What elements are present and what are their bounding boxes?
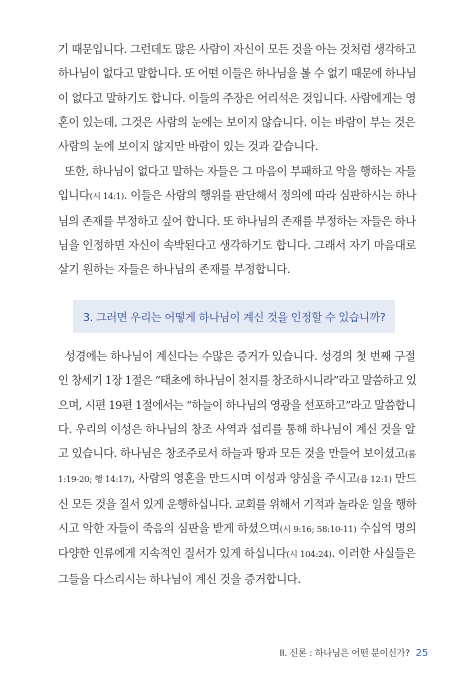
text-segment: . 이들은 사람의 행위를 판단해서 정의에 따라 심판하시는 하나 [123, 189, 417, 203]
scripture-reference: (시 14:1) [89, 192, 124, 203]
scripture-reference: (시 104:24) [286, 550, 332, 561]
text-line: 다. 우리의 이성은 하나님의 창조 사역과 섭리를 통해 하나님이 계신 것을 알 [58, 422, 416, 436]
text-segment: . 이러한 사실들은 [331, 547, 416, 561]
text-line [58, 517, 416, 542]
text-line: 으며, 시편 19편 1절에서는 “하늘이 하나님의 영광을 선포하고”라고 말씀합니 [58, 398, 416, 412]
text-segment: 다양한 인류에게 지속적인 질서가 있게 하십니다 [58, 547, 287, 561]
text-line: 인 창세기 1장 1절은 “태초에 하나님이 천지를 창조하시니라”라고 말씀하고 있 [58, 374, 417, 388]
scripture-reference: (욥 12:1) [356, 475, 392, 486]
text-line [58, 467, 416, 492]
chapter-title: II. 신론 : 하나님은 어떤 분이신가? [279, 649, 410, 659]
page-footer [279, 646, 428, 659]
paragraph-1 [58, 38, 416, 159]
paragraph-3 [58, 345, 416, 592]
text-line: 님을 인정하면 자신이 속박된다고 생각하기도 합니다. 그래서 자기 마음대로 [58, 238, 417, 252]
scripture-reference: 1:19-20; 행 14:17) [58, 475, 132, 486]
text-line: 살기 원하는 자들은 하나님의 존재를 부정합니다. [58, 263, 291, 277]
text-line: 님의 존재를 부정하고 싶어 합니다. 또 하나님의 존재를 부정하는 자들은 하나 [58, 214, 416, 228]
scripture-reference: (시 9:16; 58:10-11) [279, 525, 357, 536]
text-segment: 수십억 명의 [356, 522, 417, 536]
text-segment: , 사람의 영혼을 만드시며 이성과 양심을 주시고 [131, 472, 357, 486]
text-segment: 입니다 [58, 189, 90, 203]
text-segment: 만드 [391, 472, 417, 486]
text-line: 기 때문입니다. 그런데도 많은 사람이 자신이 모든 것을 아는 것처럼 생각하고 [58, 43, 416, 56]
text-line: 성경에는 하나님이 계신다는 수많은 증거가 있습니다. 성경의 첫 번째 구절 [58, 350, 416, 363]
text-line: 그들을 다스리시는 하나님이 계신 것을 증거합니다. [58, 572, 301, 586]
text-line: 혼이 있는데, 그것은 사람의 눈에는 보이지 않습니다. 이는 바람이 부는 것은 [58, 115, 416, 129]
text-line: 신 모든 것을 질서 있게 운행하십니다. 교회를 위해서 기적과 놀라운 일을 행하 [58, 497, 417, 511]
section-heading: 3. 그러면 우리는 어떻게 하나님이 계신 것을 인정할 수 있습니까? [83, 310, 386, 324]
text-line [58, 542, 416, 567]
paragraph-2 [58, 160, 416, 282]
text-line: 또한, 하나님이 없다고 말하는 자들은 그 마음이 부패하고 악을 행하는 자들 [58, 165, 416, 178]
section-heading-box [73, 300, 395, 333]
page-number: 25 [415, 648, 428, 659]
text-line: 이 없다고 말하기도 합니다. 이들의 주장은 어리석은 것입니다. 사람에게는 영 [58, 91, 416, 105]
text-line: 하나님이 없다고 말합니다. 또 어떤 이들은 하나님을 볼 수 없기 때문에 하나님 [58, 67, 417, 81]
text-segment: 시고 악한 자들이 죽음의 심판을 받게 하셨으며 [58, 522, 280, 536]
text-line: 사람의 눈에 보이지 않지만 바람이 있는 것과 같습니다. [58, 140, 319, 154]
text-line [58, 442, 416, 467]
text-line [58, 184, 416, 209]
text-segment: 고 있습니다. 하나님은 창조주로서 하늘과 땅과 모든 것을 만들어 보이셨고 [58, 447, 406, 461]
scripture-reference: (롬 [405, 450, 416, 461]
